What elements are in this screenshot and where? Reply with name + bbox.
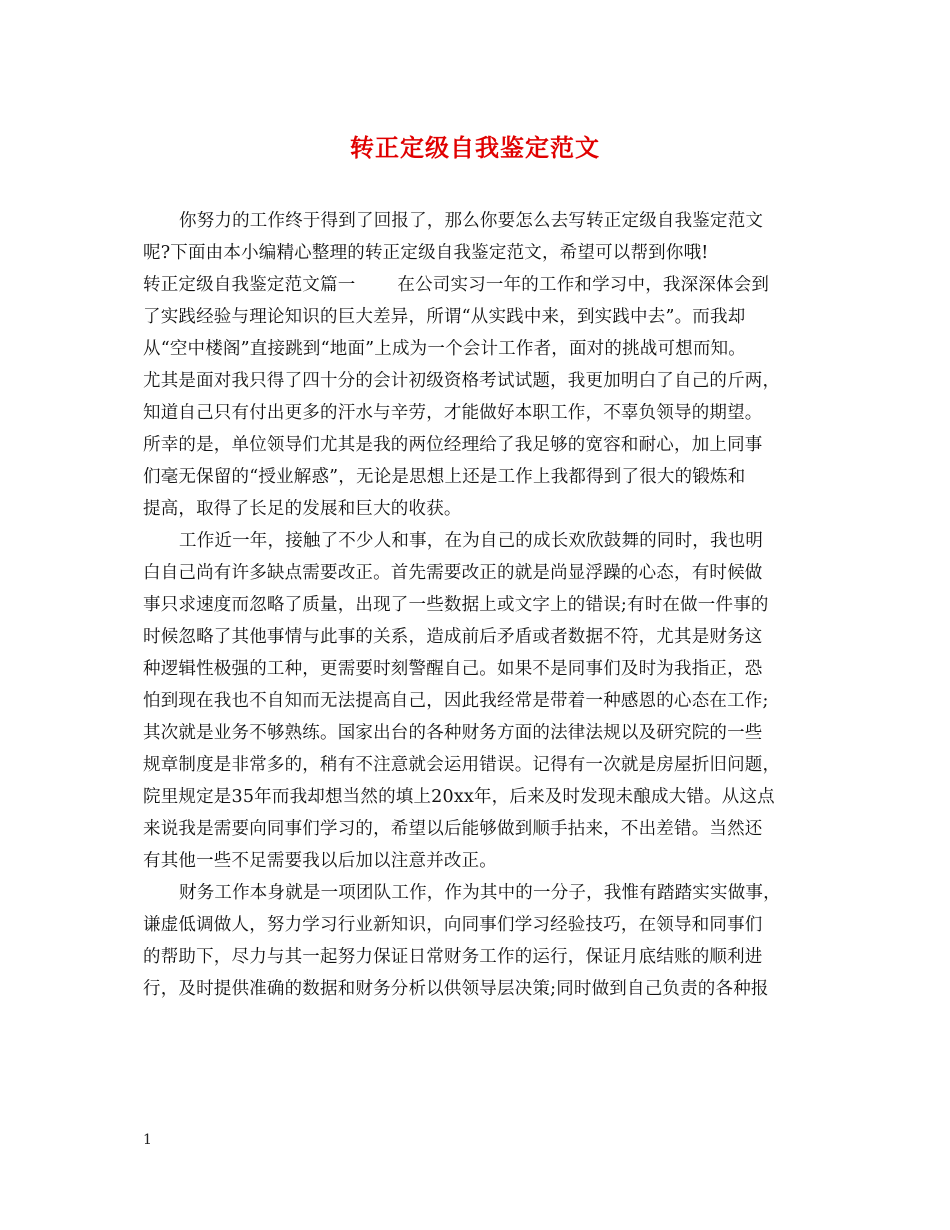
paragraph-line: 事只求速度而忽略了质量，出现了一些数据上或文字上的错误;有时在做一件事的 xyxy=(143,595,769,615)
paragraph-line: 规章制度是非常多的，稍有不注意就会运用错误。记得有一次就是房屋折旧问题， xyxy=(143,755,781,775)
paragraph-line: 尤其是面对我只得了四十分的会计初级资格考试试题，我更加明白了自己的斤两， xyxy=(143,371,781,391)
paragraph-line: 其次就是业务不够熟练。国家出台的各种财务方面的法律法规以及研究院的一些 xyxy=(143,723,763,743)
paragraph-line: 知道自己只有付出更多的汗水与辛劳，才能做好本职工作，不辜负领导的期望。 xyxy=(143,403,763,423)
paragraph-line: 怕到现在我也不自知而无法提高自己，因此我经常是带着一种感恩的心态在工作; xyxy=(143,691,769,711)
paragraph-line: 来说我是需要向同事们学习的，希望以后能够做到顺手拈来，不出差错。当然还 xyxy=(143,819,763,839)
paragraph-line: 财务工作本身就是一项团队工作，作为其中的一分子，我惟有踏踏实实做事， xyxy=(179,883,781,903)
paragraph-line: 们毫无保留的“授业解惑”，无论是思想上还是工作上我都得到了很大的锻炼和 xyxy=(143,467,746,487)
paragraph-line: 所幸的是，单位领导们尤其是我的两位经理给了我足够的宽容和耐心，加上同事 xyxy=(143,435,763,455)
paragraph-line: 种逻辑性极强的工种，更需要时刻警醒自己。如果不是同事们及时为我指正，恐 xyxy=(143,659,763,679)
paragraph-line: 院里规定是35年而我却想当然的填上20xx年，后来及时发现未酿成大错。从这点 xyxy=(143,787,775,807)
section-heading-line xyxy=(143,269,823,301)
document-title: 转正定级自我鉴定范文 xyxy=(350,133,600,162)
document-body xyxy=(143,205,823,1005)
paragraph-line: 了实践经验与理论知识的巨大差异，所谓“从实践中来，到实践中去”。而我却 xyxy=(143,307,746,327)
paragraph-line: 从“空中楼阁”直接跳到“地面”上成为一个会计工作者，面对的挑战可想而知。 xyxy=(143,339,746,359)
section-heading: 转正定级自我鉴定范文篇一 xyxy=(143,275,356,295)
paragraph-line: 提高，取得了长足的发展和巨大的收获。 xyxy=(143,499,462,519)
paragraph-line: 谦虚低调做人，努力学习行业新知识，向同事们学习经验技巧，在领导和同事们 xyxy=(143,915,763,935)
paragraph-line: 呢?下面由本小编精心整理的转正定级自我鉴定范文，希望可以帮到你哦! xyxy=(143,243,709,263)
paragraph-line: 行，及时提供准确的数据和财务分析以供领导层决策;同时做到自己负责的各种报 xyxy=(143,979,769,999)
paragraph-line: 的帮助下，尽力与其一起努力保证日常财务工作的运行，保证月底结账的顺利进 xyxy=(143,947,763,967)
paragraph-line: 有其他一些不足需要我以后加以注意并改正。 xyxy=(143,851,497,871)
paragraph-line: 白自己尚有许多缺点需要改正。首先需要改正的就是尚显浮躁的心态，有时候做 xyxy=(143,563,763,583)
paragraph-line: 时候忽略了其他事情与此事的关系，造成前后矛盾或者数据不符，尤其是财务这 xyxy=(143,627,763,647)
page-number: 1 xyxy=(143,1132,152,1148)
paragraph-line: 工作近一年，接触了不少人和事，在为自己的成长欢欣鼓舞的同时，我也明 xyxy=(179,531,764,551)
paragraph-line: 你努力的工作终于得到了回报了，那么你要怎么去写转正定级自我鉴定范文 xyxy=(179,211,764,231)
paragraph-line: 在公司实习一年的工作和学习中，我深深体会到 xyxy=(397,275,770,295)
